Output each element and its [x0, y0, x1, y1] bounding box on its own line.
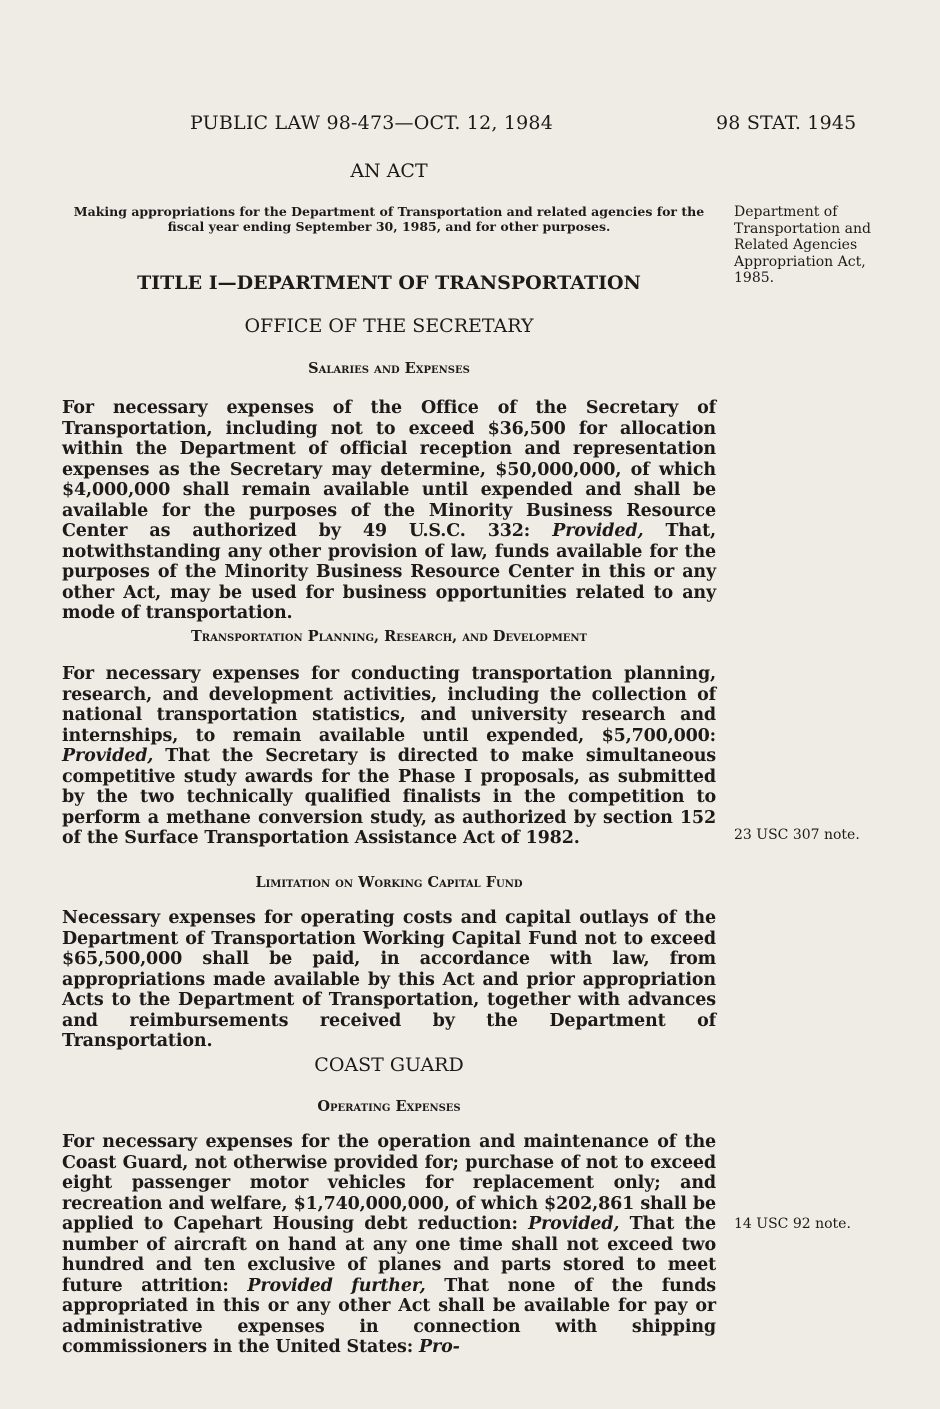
act-purpose: Making appropriations for the Department of Transportation and related agencies for the fiscal year ending September 30, 1985, and for other purposes.: [73, 204, 705, 234]
title-heading: TITLE I—DEPARTMENT OF TRANSPORTATION: [137, 272, 641, 294]
paragraph-wcf: [62, 908, 716, 1052]
paragraph-operating: [62, 1132, 716, 1358]
paragraph-text: For necessary expenses of the Office of the Secretary of Transportation, including not to exceed $36,500 for allocation within the Department of official reception and representation expenses as the Secretary may determine, $50,000,000, of which $4,000,000 shall remain available until expended and shall be available for the purposes of the Minority Business Resource Center as authorized by 49 U.S.C. 332:: [62, 398, 716, 541]
proviso-italic: Provided,: [552, 521, 644, 541]
margin-note-short-title: Department of Transportation and Related Agencies Appropriation Act, 1985.: [734, 204, 871, 286]
paragraph-text: For necessary expenses for conducting transportation planning, research, and development activities, including the collection of national transportation statistics, and university research and internships, to remain available until expended, $5,700,000:: [62, 664, 716, 746]
paragraph-text: That the Secretary is directed to make simultaneous competitive study awards for the Phase I proposals, as submitted by the two technically qualified finalists in the competition to perform a methane conversion study, as authorized by section 152 of the Surface Transportation Assistance Act of 1982.: [62, 746, 716, 848]
proviso-italic: Provided further,: [247, 1275, 426, 1296]
proviso-italic: Pro-: [419, 1337, 460, 1357]
proviso-italic: Provided,: [62, 746, 154, 766]
running-header-stat-page: 98 STAT. 1945: [716, 112, 857, 134]
paragraph-text: That none of the funds appropriated in this or any other Act shall be available for pay or administrative expenses in connection with shipping commissioners in the United States:: [62, 1275, 717, 1357]
section-heading-salaries: Salaries and Expenses: [308, 360, 470, 377]
section-heading-wcf: Limitation on Working Capital Fund: [255, 874, 523, 891]
running-header-citation: PUBLIC LAW 98-473—OCT. 12, 1984: [190, 112, 554, 134]
paragraph-text: That, notwithstanding any other provision of law, funds available for the purposes of the Minority Business Resource Center in this or any other Act, may be used for business opportunities related to any mode of transportation.: [62, 521, 716, 623]
paragraph-text: For necessary expenses for the operation and maintenance of the Coast Guard, not otherwise provided for; purchase of not to exceed eight passenger motor vehicles for replacement only; and recreation and welfare, $1,740,000,000, of which $202,861 shall be applied to Capehart Housing debt reduction:: [62, 1132, 716, 1234]
agency-heading-coast-guard: COAST GUARD: [314, 1054, 464, 1076]
margin-note-23usc: 23 USC 307 note.: [734, 827, 860, 843]
paragraph-salaries: [62, 398, 716, 624]
office-heading: OFFICE OF THE SECRETARY: [244, 315, 534, 337]
margin-note-14usc: 14 USC 92 note.: [734, 1216, 851, 1232]
section-heading-operating: Operating Expenses: [317, 1098, 461, 1115]
paragraph-text: Necessary expenses for operating costs and capital outlays of the Department of Transportation Working Capital Fund not to exceed $65,500,000 shall be paid, in accordance with law, from appropriations made available by this Act and prior appropriation Acts to the Department of Transportation, together with advances and reimbursements received by the Department of Transportation.: [62, 908, 716, 1051]
act-title: AN ACT: [350, 160, 428, 182]
paragraph-text: That the number of aircraft on hand at any one time shall not exceed two hundred and ten exclusive of planes and parts stored to meet future attrition:: [62, 1214, 716, 1296]
paragraph-tpr: [62, 664, 716, 849]
section-heading-tpr: Transportation Planning, Research, and Development: [191, 628, 587, 645]
proviso-italic: Provided,: [528, 1214, 620, 1234]
